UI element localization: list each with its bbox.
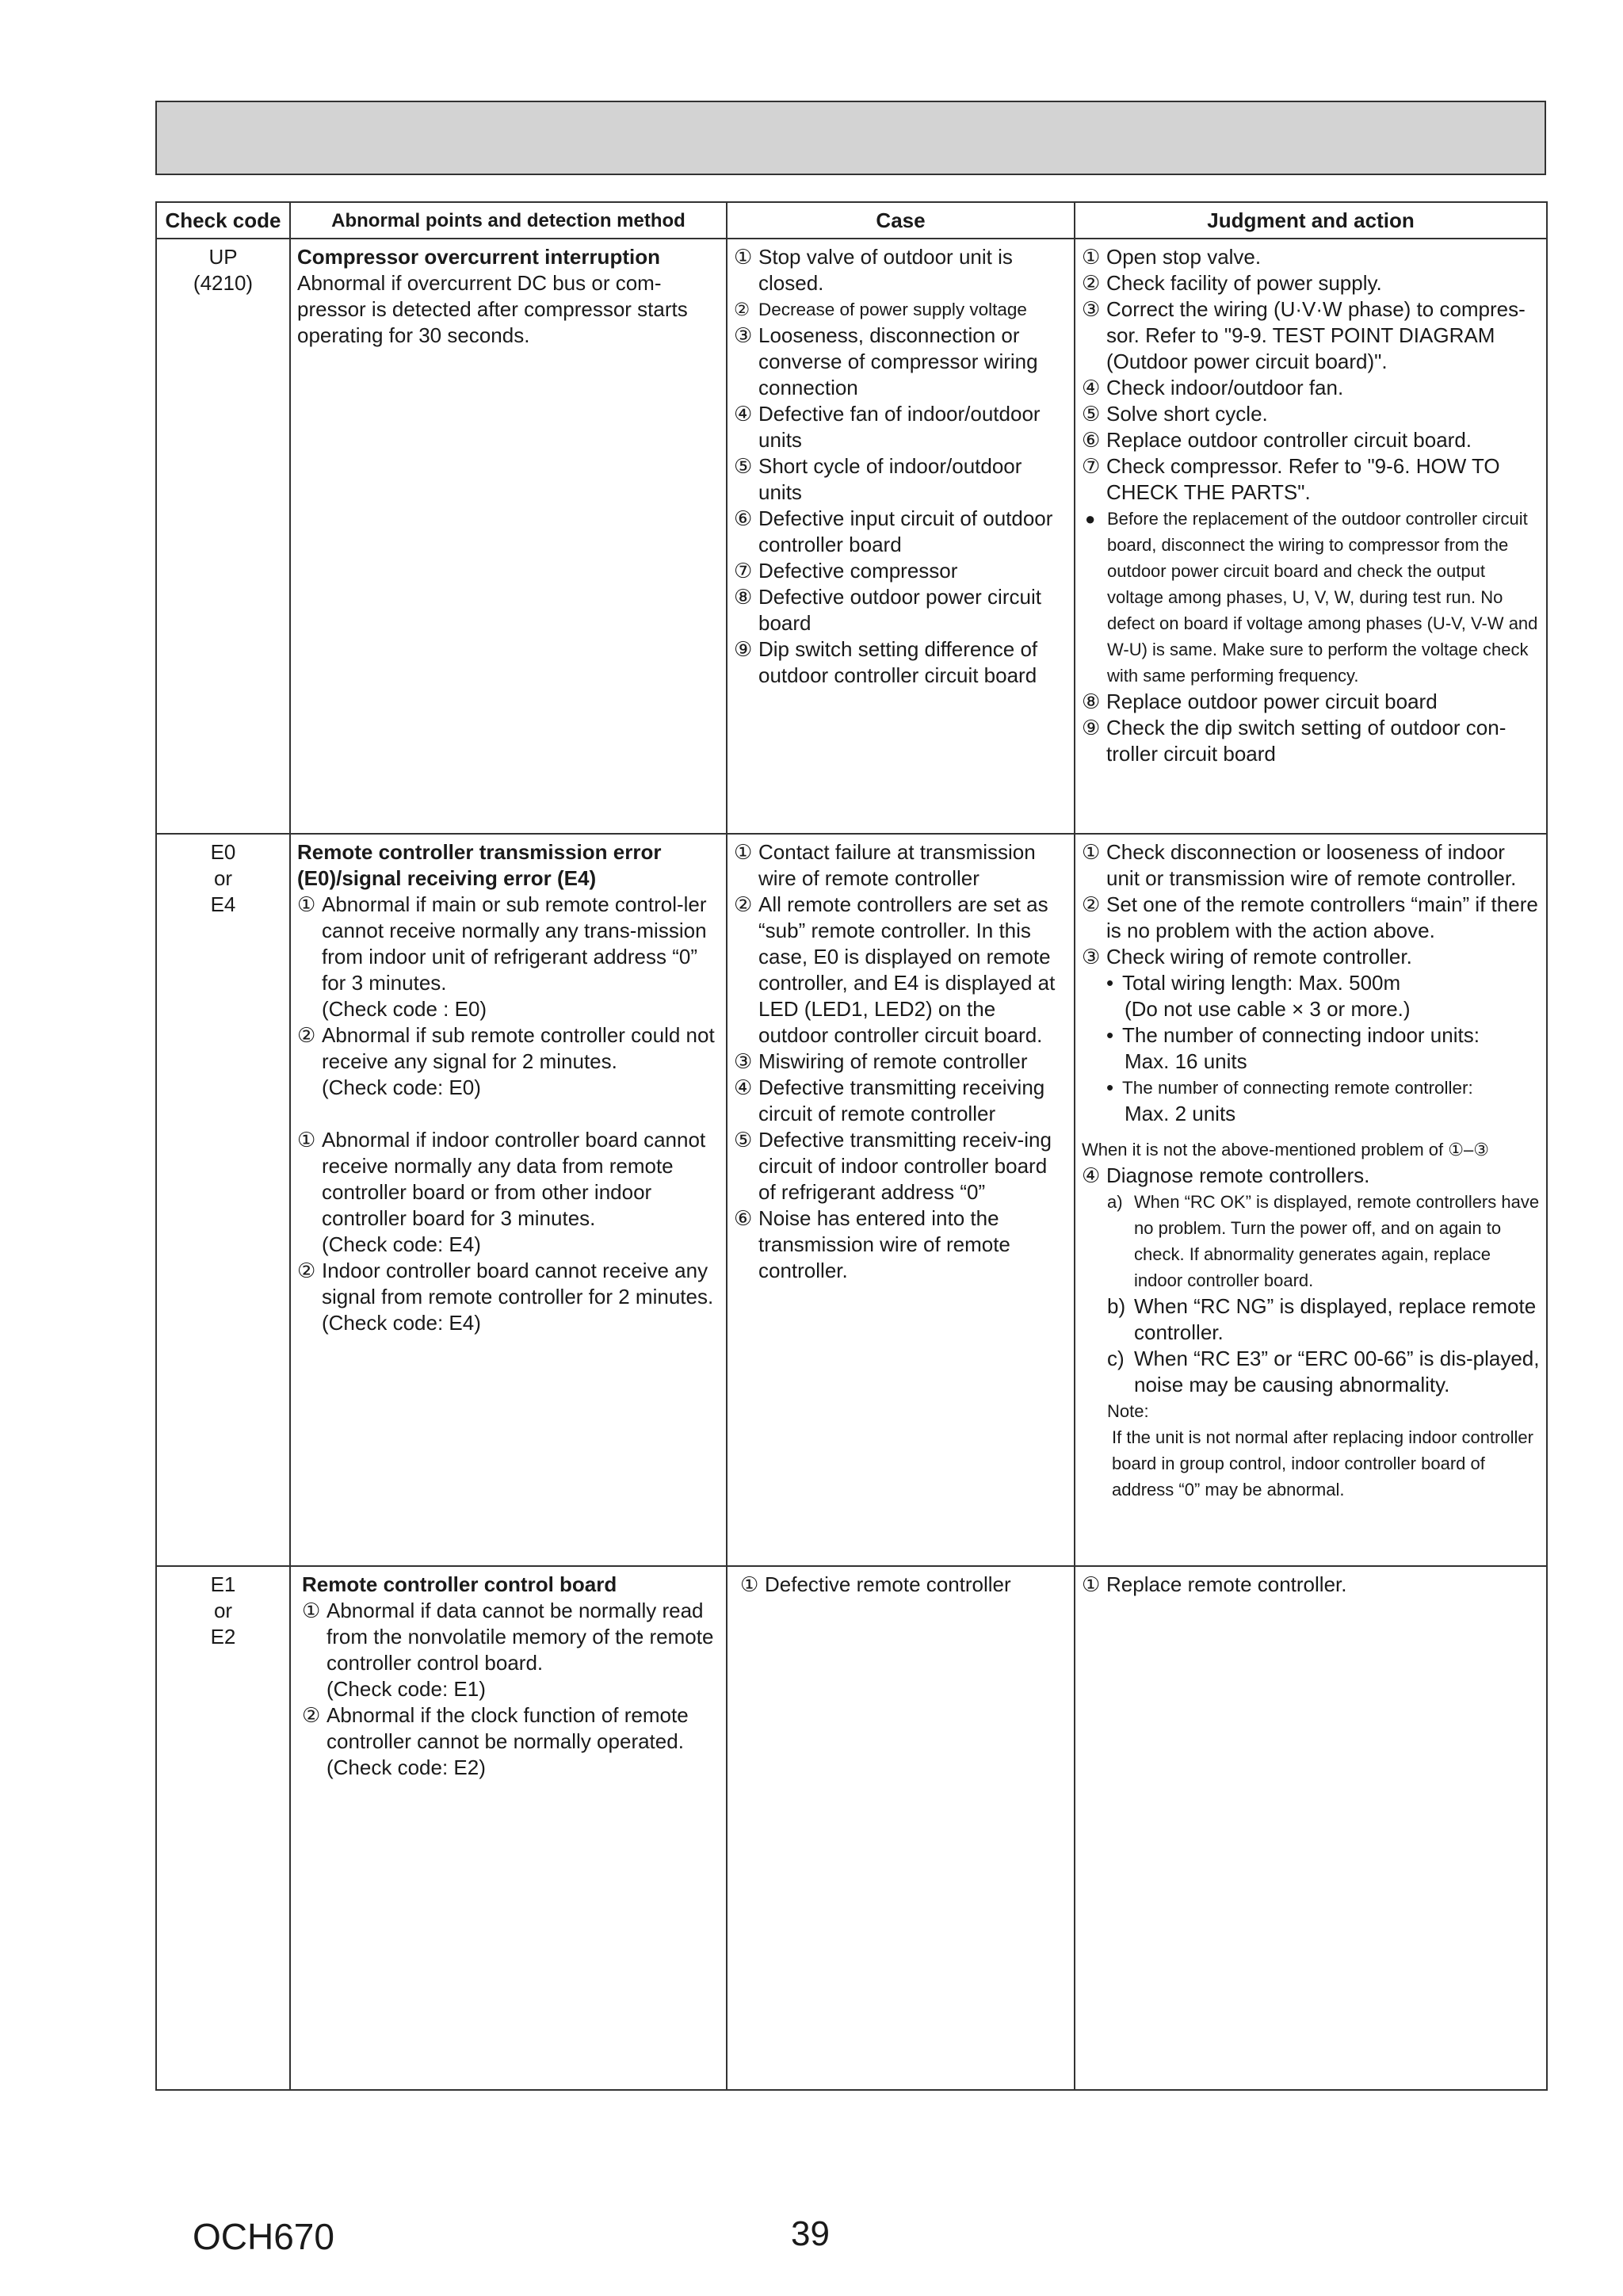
list-item: ① Abnormal if main or sub remote control-ler cannot receive normally any trans-mission from indoor unit of refrigerant address “0” for 3 minutes. xyxy=(297,892,707,995)
list-item: ③ Looseness, disconnection or converse of compressor wiring connection xyxy=(734,323,1038,399)
case-e0 xyxy=(727,834,1075,1566)
list-item: ④ Check indoor/outdoor fan. xyxy=(1082,376,1344,399)
bullet-note: ● Before the replacement of the outdoor controller circuit board, disconnect the wiring to compressor from the outdoor power circuit board and check the output voltage among phases, U, V, W, during test run. No defect on board if voltage among phases (U-V, V-W and W-U) is same. Make sure to perform the voltage check with same performing frequency. xyxy=(1085,509,1538,686)
list-item: ① Check disconnection or looseness of indoor unit or transmission wire of remote controller. xyxy=(1082,840,1517,890)
list-item: ⑦ Check compressor. Refer to "9-6. HOW TO CHECK THE PARTS". xyxy=(1082,454,1500,504)
check-code-note: (Check code: E2) xyxy=(327,1755,486,1779)
bullet-item: • The number of connecting indoor units: xyxy=(1106,1023,1480,1047)
table-header-row xyxy=(156,202,1547,239)
method-title: Remote controller transmission error (E0)/signal receiving error (E4) xyxy=(297,840,662,890)
list-item: ⑧ Replace outdoor power circuit board xyxy=(1082,690,1438,713)
bullet-item-cont: Max. 16 units xyxy=(1125,1049,1247,1073)
list-item: ⑨ Check the dip switch setting of outdoor con-troller circuit board xyxy=(1082,716,1507,766)
list-item: ⑤ Short cycle of indoor/outdoor units xyxy=(734,454,1022,504)
page-number: 39 xyxy=(791,2214,830,2253)
model-number: OCH670 xyxy=(193,2216,334,2257)
bullet-item: • Total wiring length: Max. 500m xyxy=(1106,971,1401,995)
list-item: ③ Check wiring of remote controller. xyxy=(1082,945,1412,968)
header-action: Judgment and action xyxy=(1075,202,1547,239)
list-item: ② Set one of the remote controllers “main” if there is no problem with the action above. xyxy=(1082,892,1538,942)
sub-item: b) When “RC NG” is displayed, replace remote controller. xyxy=(1107,1294,1537,1344)
list-item: ② Decrease of power supply voltage xyxy=(734,300,1027,319)
action-e0 xyxy=(1075,834,1547,1566)
list-item: ⑥ Replace outdoor controller circuit board. xyxy=(1082,428,1472,452)
list-item: ④ Defective fan of indoor/outdoor units xyxy=(734,402,1041,452)
list-item: ② Indoor controller board cannot receive any signal from remote controller for 2 minutes. (Check code: E4) xyxy=(297,1259,714,1335)
case-up xyxy=(727,239,1075,834)
list-item: ② Check facility of power supply. xyxy=(1082,271,1382,295)
case-e1 xyxy=(727,1566,1075,2090)
bullet-item-cont: Max. 2 units xyxy=(1125,1102,1236,1125)
list-item: ⑥ Noise has entered into the transmission wire of remote controller. xyxy=(734,1206,1010,1282)
list-item: ① Open stop valve. xyxy=(1082,245,1262,269)
check-code-e0: E0 or E4 xyxy=(156,834,290,1566)
method-e0 xyxy=(290,834,727,1566)
method-e1 xyxy=(290,1566,727,2090)
check-code-note: (Check code: E0) xyxy=(322,1075,481,1099)
list-item: ② All remote controllers are set as “sub” remote controller. In this case, E0 is displayed on remote controller, and E4 is displayed at LED (LED1, LED2) on the outdoor controller circuit board. xyxy=(734,892,1056,1047)
method-text: Abnormal if overcurrent DC bus or com-pressor is detected after compressor starts operating for 30 seconds. xyxy=(297,271,688,347)
list-item: ① Stop valve of outdoor unit is closed. xyxy=(734,245,1013,295)
check-code-note: (Check code : E0) xyxy=(322,997,487,1021)
method-title: Compressor overcurrent interruption xyxy=(297,245,660,269)
list-item: ⑨ Dip switch setting difference of outdoor controller circuit board xyxy=(734,637,1038,687)
list-item: ⑥ Defective input circuit of outdoor controller board xyxy=(734,506,1053,556)
table-row-e0 xyxy=(156,834,1547,1566)
method-up xyxy=(290,239,727,834)
list-item: ⑤ Defective transmitting receiv-ing circuit of indoor controller board of refrigerant address “0” xyxy=(734,1128,1052,1204)
bullet-item-cont: (Do not use cable × 3 or more.) xyxy=(1125,997,1411,1021)
list-item: ① Replace remote controller. xyxy=(1082,1572,1347,1596)
action-e1 xyxy=(1075,1566,1547,2090)
table-row-e1 xyxy=(156,1566,1547,2090)
list-item: ⑧ Defective outdoor power circuit board xyxy=(734,585,1041,635)
list-item: ① Contact failure at transmission wire of remote controller xyxy=(734,840,1036,890)
bullet-item: • The number of connecting remote controller: xyxy=(1106,1075,1473,1099)
list-item: ① Abnormal if data cannot be normally read from the nonvolatile memory of the remote controller control board. xyxy=(302,1599,714,1675)
action-up xyxy=(1075,239,1547,834)
list-item: ⑤ Solve short cycle. xyxy=(1082,402,1268,426)
check-code-e1: E1 or E2 xyxy=(156,1566,290,2090)
note-text: If the unit is not normal after replacing indoor controller board in group control, indoor controller board of address “0” may be abnormal. xyxy=(1112,1427,1533,1499)
header-case: Case xyxy=(727,202,1075,239)
method-title: Remote controller control board xyxy=(302,1572,617,1596)
list-item: ④ Defective transmitting receiving circuit of remote controller xyxy=(734,1075,1045,1125)
check-code-note: (Check code: E4) xyxy=(322,1232,481,1256)
sub-item: a) When “RC OK” is displayed, remote controllers have no problem. Turn the power off, and on again to check. If abnormality generates again, replace indoor controller board. xyxy=(1107,1192,1540,1290)
check-code-note: (Check code: E1) xyxy=(327,1677,486,1701)
list-item: ④ Diagnose remote controllers. xyxy=(1082,1163,1370,1187)
list-item: ③ Correct the wiring (U·V·W phase) to compres-sor. Refer to "9-9. TEST POINT DIAGRAM (Outdoor power circuit board)". xyxy=(1082,297,1526,373)
list-item: ② Abnormal if the clock function of remote controller cannot be normally operated. xyxy=(302,1703,689,1753)
list-item: ⑦ Defective compressor xyxy=(734,559,958,583)
header-check-code: Check code xyxy=(156,202,290,239)
list-item: ② Abnormal if sub remote controller could not receive any signal for 2 minutes. xyxy=(297,1023,715,1073)
list-item: ① Abnormal if indoor controller board cannot receive normally any data from remote controller board or from other indoor controller board for 3 minutes. xyxy=(297,1128,706,1230)
list-item: ① Defective remote controller xyxy=(740,1572,1011,1596)
list-item: ③ Miswiring of remote controller xyxy=(734,1049,1028,1073)
header-method: Abnormal points and detection method xyxy=(290,202,727,239)
note-label: Note: xyxy=(1107,1401,1149,1421)
troubleshooting-table xyxy=(155,201,1548,2091)
when-note: When it is not the above-mentioned problem of ①–③ xyxy=(1082,1140,1489,1159)
check-code-up: UP (4210) xyxy=(156,239,290,834)
table-row-up xyxy=(156,239,1547,834)
header-band xyxy=(155,101,1546,175)
sub-item: c) When “RC E3” or “ERC 00-66” is dis-played, noise may be causing abnormality. xyxy=(1107,1347,1540,1396)
